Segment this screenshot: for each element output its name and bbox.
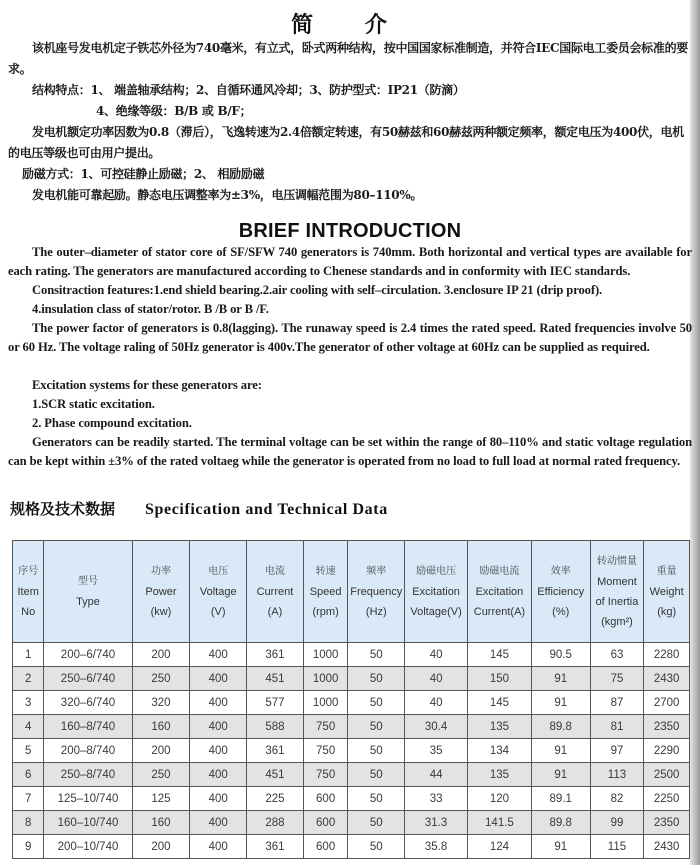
table-cell: 361 [247, 643, 304, 667]
table-cell: 750 [303, 739, 348, 763]
table-cell: 400 [190, 643, 247, 667]
table-cell: 150 [468, 667, 532, 691]
table-cell: 2290 [644, 739, 690, 763]
table-row [13, 835, 690, 859]
column-header-cn: 励磁电压 [416, 565, 457, 577]
en-paragraph-power: The power factor of generators is 0.8(lagging). The runaway speed is 2.4 times the rated speed. Rated frequencies involve 50 or 60 Hz. The voltage raling of 50Hz generator is 400v.The generator of other voltage at 60Hz can be supplied as required. [8, 321, 692, 354]
column-header-en: (rpm) [312, 605, 339, 618]
column-header-en: Excitation [475, 585, 524, 598]
table-cell: 1000 [303, 691, 348, 715]
table-cell: 35 [405, 739, 468, 763]
table-cell: 4 [13, 715, 44, 739]
table-cell: 250 [132, 667, 190, 691]
column-header-cn: 电流 [264, 565, 285, 577]
table-cell: 113 [590, 763, 644, 787]
table-cell: 451 [247, 763, 304, 787]
table-cell: 400 [190, 835, 247, 859]
column-header [190, 541, 247, 643]
table-cell: 320 [132, 691, 190, 715]
column-header [247, 541, 304, 643]
column-header-cn: 效率 [550, 565, 571, 577]
en-paragraph-insulation: 4.insulation class of stator/rotor. B /B or B /F. [32, 302, 269, 316]
column-header-en: No [21, 605, 36, 618]
table-cell: 91 [531, 763, 590, 787]
table-cell: 5 [13, 739, 44, 763]
table-cell: 125 [132, 787, 190, 811]
table-cell: 2250 [644, 787, 690, 811]
table-cell: 600 [303, 835, 348, 859]
table-cell: 600 [303, 811, 348, 835]
table-cell: 50 [348, 811, 405, 835]
cn-paragraph-insulation: 4、绝缘等级：B/B 或 B/F； [96, 104, 252, 118]
chinese-title: 简 介 [291, 12, 409, 38]
cn-paragraph-power: 发电机额定功率因数为0.8（滞后），飞逸转速为2.4倍额定转速，有50赫兹和60赫兹两种额定频率，额定电压为400伏，电机的电压等级也可由用户提出。 [8, 125, 684, 160]
table-cell: 1000 [303, 667, 348, 691]
table-row [13, 715, 690, 739]
table-cell: 125–10/740 [44, 787, 132, 811]
table-cell: 2430 [644, 835, 690, 859]
en-paragraph-excitation: Excitation systems for these generators are: [32, 378, 262, 392]
column-header-en: Weight [649, 585, 684, 598]
table-cell: 90.5 [531, 643, 590, 667]
column-header-en: Current(A) [473, 605, 526, 618]
table-cell: 31.3 [405, 811, 468, 835]
table-cell: 50 [348, 667, 405, 691]
table-cell: 35.8 [405, 835, 468, 859]
table-cell: 82 [590, 787, 644, 811]
en-paragraph-scr: 1.SCR static excitation. [32, 397, 155, 411]
column-header [348, 541, 405, 643]
table-cell: 7 [13, 787, 44, 811]
table-cell: 6 [13, 763, 44, 787]
table-cell: 40 [405, 667, 468, 691]
table-row [13, 667, 690, 691]
table-cell: 1 [13, 643, 44, 667]
table-cell: 30.4 [405, 715, 468, 739]
en-paragraph-phase: 2. Phase compound excitation. [32, 416, 192, 430]
table-cell: 115 [590, 835, 644, 859]
table-cell: 250–6/740 [44, 667, 132, 691]
table-cell: 2 [13, 667, 44, 691]
table-cell: 200–6/740 [44, 643, 132, 667]
en-paragraph-features: Consitraction features:1.end shield bearing.2.air cooling with self–circulation. 3.enclosure IP 21 (drip proof). [32, 283, 603, 297]
table-cell: 200 [132, 835, 190, 859]
table-cell: 400 [190, 763, 247, 787]
table-cell: 200–10/740 [44, 835, 132, 859]
table-cell: 160–8/740 [44, 715, 132, 739]
column-header [405, 541, 468, 643]
cn-paragraph-features: 结构特点：1、 端盖轴承结构；2、自循环通风冷却；3、防护型式：IP21（防滴） [32, 83, 465, 97]
table-cell: 3 [13, 691, 44, 715]
column-header [468, 541, 532, 643]
table-cell: 160 [132, 811, 190, 835]
table-cell: 400 [190, 667, 247, 691]
column-header-en: (Hz) [365, 605, 387, 618]
column-header-en: Voltage(V) [410, 605, 462, 618]
table-cell: 320–6/740 [44, 691, 132, 715]
table-cell: 750 [303, 715, 348, 739]
column-header-en: Type [76, 595, 100, 608]
spec-table-body [13, 643, 690, 859]
table-row [13, 811, 690, 835]
column-header-en: Item [17, 585, 39, 598]
table-cell: 134 [468, 739, 532, 763]
table-cell: 2430 [644, 667, 690, 691]
column-header-en: Efficiency [537, 585, 585, 598]
table-cell: 250 [132, 763, 190, 787]
table-cell: 75 [590, 667, 644, 691]
table-cell: 2350 [644, 715, 690, 739]
column-header [590, 541, 644, 643]
table-row [13, 691, 690, 715]
table-cell: 1000 [303, 643, 348, 667]
table-cell: 400 [190, 787, 247, 811]
table-cell: 50 [348, 715, 405, 739]
table-cell: 141.5 [468, 811, 532, 835]
spec-heading-en: Specification and Technical Data [145, 501, 388, 518]
table-cell: 2350 [644, 811, 690, 835]
table-cell: 200–8/740 [44, 739, 132, 763]
column-header-cn: 重量 [656, 565, 677, 577]
table-cell: 400 [190, 739, 247, 763]
table-cell: 8 [13, 811, 44, 835]
table-cell: 400 [190, 691, 247, 715]
table-cell: 361 [247, 835, 304, 859]
table-cell: 588 [247, 715, 304, 739]
table-cell: 2500 [644, 763, 690, 787]
column-header-cn: 型号 [77, 575, 98, 587]
table-cell: 81 [590, 715, 644, 739]
table-cell: 50 [348, 787, 405, 811]
column-header-cn: 序号 [18, 565, 39, 577]
table-cell: 91 [531, 835, 590, 859]
column-header-en: Voltage [199, 585, 237, 598]
table-cell: 50 [348, 835, 405, 859]
table-cell: 9 [13, 835, 44, 859]
table-cell: 750 [303, 763, 348, 787]
table-cell: 50 [348, 691, 405, 715]
column-header-en: Frequency [350, 585, 403, 598]
column-header [13, 541, 44, 643]
table-cell: 89.8 [531, 811, 590, 835]
table-cell: 160–10/740 [44, 811, 132, 835]
table-cell: 135 [468, 763, 532, 787]
column-header-cn: 转速 [315, 565, 336, 577]
column-header-en: Power [145, 585, 177, 598]
cn-paragraph-intro: 该机座号发电机定子铁芯外径为740毫米，有立式，卧式两种结构，按中国国家标准制造，并符合IEC国际电工委员会标准的要求。 [8, 41, 688, 76]
column-header-en: (A) [267, 605, 283, 618]
table-row [13, 763, 690, 787]
column-header-en: (%) [552, 605, 570, 618]
table-cell: 225 [247, 787, 304, 811]
table-cell: 451 [247, 667, 304, 691]
table-row [13, 787, 690, 811]
table-cell: 91 [531, 691, 590, 715]
table-cell: 91 [531, 739, 590, 763]
column-header-en: (kgm²) [601, 615, 633, 628]
table-cell: 50 [348, 643, 405, 667]
column-header-en: (kw) [150, 605, 172, 618]
table-cell: 400 [190, 811, 247, 835]
table-cell: 91 [531, 667, 590, 691]
column-header [644, 541, 690, 643]
table-cell: 2280 [644, 643, 690, 667]
table-cell: 250–8/740 [44, 763, 132, 787]
table-cell: 124 [468, 835, 532, 859]
column-header-cn: 频率 [366, 565, 387, 577]
table-cell: 2700 [644, 691, 690, 715]
table-cell: 89.1 [531, 787, 590, 811]
table-cell: 600 [303, 787, 348, 811]
table-cell: 577 [247, 691, 304, 715]
table-cell: 120 [468, 787, 532, 811]
table-cell: 50 [348, 763, 405, 787]
column-header-en: of Inertia [595, 595, 639, 608]
column-header-cn: 励磁电流 [479, 565, 520, 577]
table-cell: 50 [348, 739, 405, 763]
cn-paragraph-excitation: 励磁方式：1、可控硅静止励磁；2、 相励励磁 [22, 167, 265, 181]
column-header [531, 541, 590, 643]
column-header-cn: 电压 [208, 565, 229, 577]
column-header [132, 541, 190, 643]
column-header-en: Excitation [412, 585, 460, 598]
table-cell: 40 [405, 691, 468, 715]
table-cell: 145 [468, 643, 532, 667]
table-cell: 200 [132, 739, 190, 763]
table-cell: 145 [468, 691, 532, 715]
column-header-en: (V) [210, 605, 226, 618]
column-header-cn: 功率 [150, 565, 171, 577]
cn-paragraph-startup: 发电机能可靠起励。静态电压调整率为±3%，电压调幅范围为80–110%。 [32, 188, 423, 202]
table-row [13, 739, 690, 763]
table-cell: 361 [247, 739, 304, 763]
table-cell: 87 [590, 691, 644, 715]
table-cell: 97 [590, 739, 644, 763]
table-cell: 33 [405, 787, 468, 811]
spec-heading-cn: 规格及技术数据 [10, 500, 116, 518]
table-cell: 200 [132, 643, 190, 667]
table-row [13, 643, 690, 667]
table-cell: 40 [405, 643, 468, 667]
table-cell: 44 [405, 763, 468, 787]
english-title: BRIEF INTRODUCTION [238, 220, 462, 242]
column-header [303, 541, 348, 643]
en-paragraph-startup: Generators can be readily started. The terminal voltage can be set within the range of 80–110% and static voltage regulation can be kept within ±3% of the rated voltaeg while the generator is operated from no load to full load at normal rated frequency. [8, 435, 692, 468]
table-cell: 400 [190, 715, 247, 739]
table-cell: 288 [247, 811, 304, 835]
table-cell: 160 [132, 715, 190, 739]
table-cell: 99 [590, 811, 644, 835]
table-cell: 135 [468, 715, 532, 739]
spec-table [12, 540, 690, 859]
column-header-en: (kg) [657, 605, 677, 618]
spec-heading [10, 498, 388, 519]
column-header-en: Moment [597, 575, 637, 588]
table-cell: 89.8 [531, 715, 590, 739]
column-header-en: Speed [309, 585, 342, 598]
table-cell: 63 [590, 643, 644, 667]
column-header-en: Current [256, 585, 294, 598]
column-header-cn: 转动惯量 [596, 555, 637, 567]
spec-table-header [13, 541, 690, 643]
en-paragraph-intro: The outer–diameter of stator core of SF/SFW 740 generators is 740mm. Both horizontal and vertical types are available for each rating. The generators are manufactured according to Chenese standards and in conformity with IEC standards. [8, 245, 692, 278]
column-header [44, 541, 132, 643]
